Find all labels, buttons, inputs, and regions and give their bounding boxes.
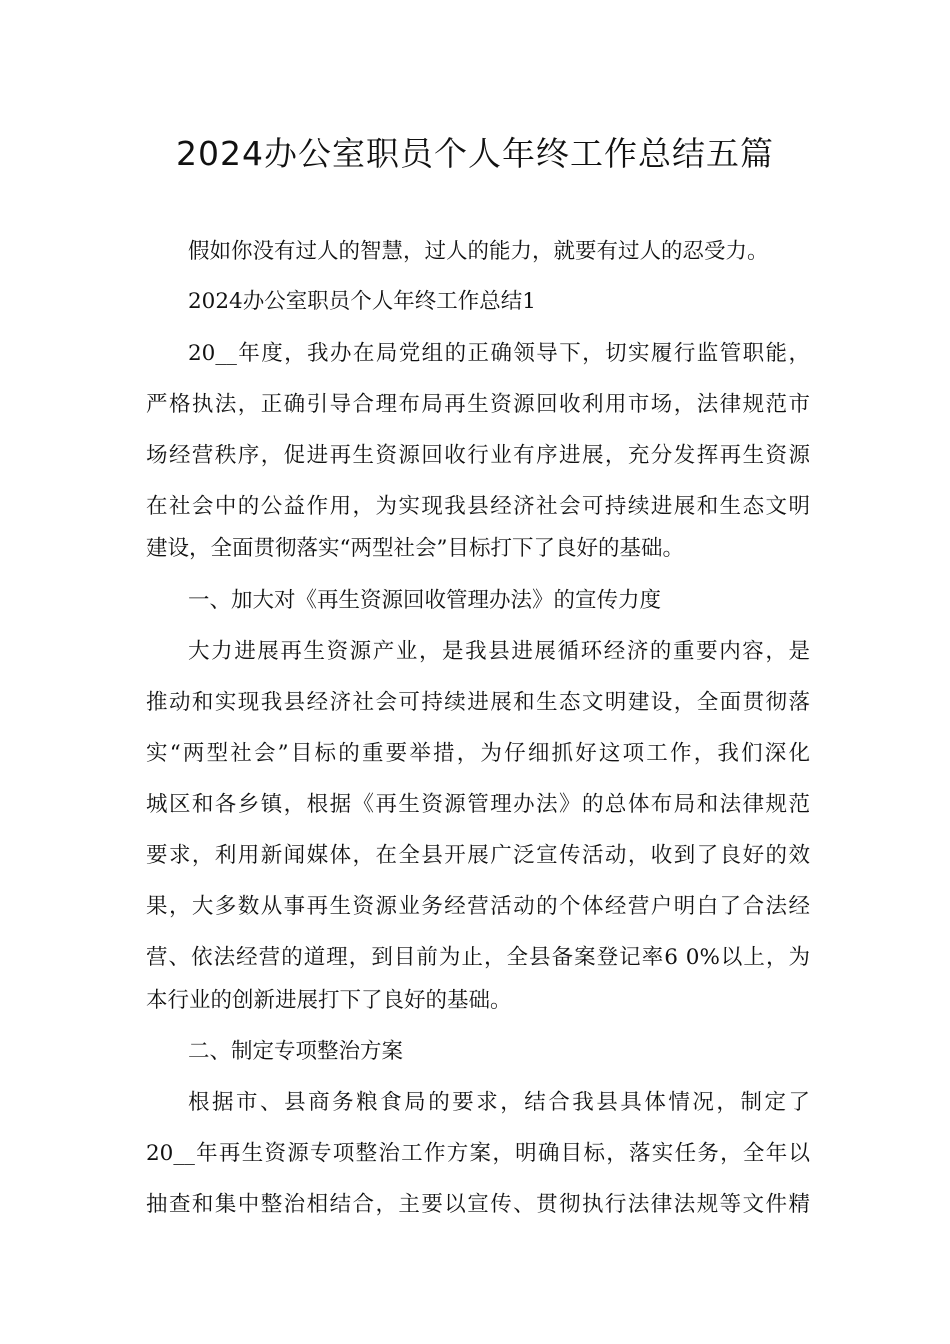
paragraph-line: 实“两型社会”目标的重要举措，为仔细抓好这项工作，我们深化 (146, 741, 810, 766)
section-heading-summary-1: 2024办公室职员个人年终工作总结1 (188, 289, 536, 314)
paragraph-line: 根据市、县商务粮食局的要求，结合我县具体情况，制定了 (188, 1090, 810, 1115)
paragraph-line: 营、依法经营的道理，到目前为止，全县备案登记率6 0%以上，为 (146, 945, 810, 970)
paragraph-line: 推动和实现我县经济社会可持续进展和生态文明建设，全面贯彻落 (146, 690, 810, 715)
paragraph-line: 在社会中的公益作用，为实现我县经济社会可持续进展和生态文明 (146, 494, 810, 519)
section-heading-2: 二、制定专项整治方案 (188, 1039, 404, 1064)
paragraph-line: 建设，全面贯彻落实“两型社会”目标打下了良好的基础。 (146, 536, 684, 561)
paragraph-line: 20__年度，我办在局党组的正确领导下，切实履行监管职能， (188, 341, 810, 366)
opening-quote: 假如你没有过人的智慧，过人的能力，就要有过人的忍受力。 (188, 239, 769, 264)
paragraph-line: 大力进展再生资源产业，是我县进展循环经济的重要内容，是 (188, 639, 810, 664)
paragraph-line: 严格执法，正确引导合理布局再生资源回收利用市场，法律规范市 (146, 392, 810, 417)
paragraph-line: 20__年再生资源专项整治工作方案，明确目标，落实任务，全年以 (146, 1141, 810, 1166)
paragraph-line: 城区和各乡镇，根据《再生资源管理办法》的总体布局和法律规范 (146, 792, 810, 817)
paragraph-line: 本行业的创新进展打下了良好的基础。 (146, 988, 512, 1013)
document-title: 2024办公室职员个人年终工作总结五篇 (176, 134, 774, 173)
paragraph-line: 抽查和集中整治相结合，主要以宣传、贯彻执行法律法规等文件精 (146, 1192, 810, 1217)
section-heading-1: 一、加大对《再生资源回收管理办法》的宣传力度 (188, 588, 662, 613)
paragraph-line: 场经营秩序，促进再生资源回收行业有序进展，充分发挥再生资源 (146, 443, 810, 468)
paragraph-line: 要求，利用新闻媒体，在全县开展广泛宣传活动，收到了良好的效 (146, 843, 810, 868)
paragraph-line: 果，大多数从事再生资源业务经营活动的个体经营户明白了合法经 (146, 894, 810, 919)
